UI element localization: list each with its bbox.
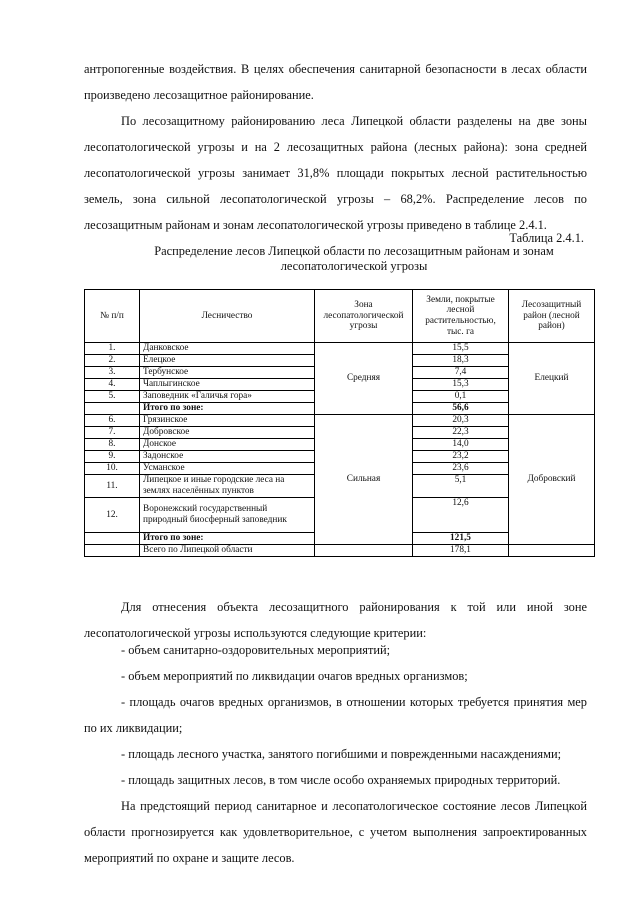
forest-distribution-table (84, 289, 595, 557)
row-num: 10. (85, 463, 140, 475)
criteria-item: - объем мероприятий по ликвидации очагов вредных организмов; (121, 669, 468, 683)
table-grand-total-row (85, 545, 595, 557)
row-forestry: Чаплыгинское (140, 379, 315, 391)
district-2-cell: Добровский (509, 415, 595, 545)
table-title (84, 244, 624, 274)
criteria-item: - площадь очагов вредных организмов, в отношении которых требуется принятия мер по их ликвидации; (84, 695, 587, 735)
row-num: 6. (85, 415, 140, 427)
row-area: 15,3 (413, 379, 509, 391)
forecast-paragraph: На предстоящий период санитарное и лесопатологическое состояние лесов Липецкой области прогнозируется как удовлетворительное, с учетом выполнения запроектированных мероприятий по охране и защите лесов. (84, 799, 587, 865)
row-num: 12. (85, 498, 140, 533)
row-forestry: Воронежский государственный природный биосферный заповедник (140, 498, 315, 533)
row-area: 23,2 (413, 451, 509, 463)
table-number: Таблица 2.4.1. (509, 231, 584, 245)
table-header-row (85, 290, 595, 343)
table-title-line-1: Распределение лесов Липецкой области по лесозащитным районам и зонам (154, 244, 554, 258)
row-area: 15,5 (413, 343, 509, 355)
row-area: 20,3 (413, 415, 509, 427)
row-num-empty (85, 403, 140, 415)
zone-empty (315, 545, 413, 557)
header-district: Лесозащитный район (лесной район) (509, 290, 595, 343)
row-forestry: Липецкое и иные городские леса на землях населённых пунктов (140, 475, 315, 498)
row-area: 7,4 (413, 367, 509, 379)
total-area: 56,6 (413, 403, 509, 415)
row-forestry: Грязинское (140, 415, 315, 427)
row-forestry: Данковское (140, 343, 315, 355)
row-area: 18,3 (413, 355, 509, 367)
header-zone: Зона лесопатологической угрозы (315, 290, 413, 343)
header-area: Земли, покрытые лесной растительностью, тыс. га (413, 290, 509, 343)
row-forestry: Елецкое (140, 355, 315, 367)
row-num: 5. (85, 391, 140, 403)
row-num: 2. (85, 355, 140, 367)
table-row (85, 343, 595, 355)
row-num-empty (85, 545, 140, 557)
row-num: 8. (85, 439, 140, 451)
district-empty (509, 545, 595, 557)
row-num: 4. (85, 379, 140, 391)
table-row (85, 415, 595, 427)
row-forestry: Донское (140, 439, 315, 451)
row-area: 22,3 (413, 427, 509, 439)
row-num: 7. (85, 427, 140, 439)
row-area: 5,1 (413, 475, 509, 498)
district-1-cell: Елецкий (509, 343, 595, 415)
row-forestry: Заповедник «Галичья гора» (140, 391, 315, 403)
table-title-line-2: лесопатологической угрозы (280, 259, 428, 273)
row-forestry: Задонское (140, 451, 315, 463)
row-num: 3. (85, 367, 140, 379)
zone-medium-cell: Средняя (315, 343, 413, 415)
criteria-item: - объем санитарно-оздоровительных мероприятий; (121, 643, 391, 657)
header-num: № п/п (85, 290, 140, 343)
row-num: 11. (85, 475, 140, 498)
row-area: 23,6 (413, 463, 509, 475)
zone-strong-cell: Сильная (315, 415, 413, 545)
row-num: 9. (85, 451, 140, 463)
row-area: 14,0 (413, 439, 509, 451)
criteria-intro-paragraph: Для отнесения объекта лесозащитного районирования к той или иной зоне лесопатологической угрозы используются следующие критерии: (84, 600, 587, 640)
row-num: 1. (85, 343, 140, 355)
intro-paragraph-2: По лесозащитному районированию леса Липецкой области разделены на две зоны лесопатологической угрозы и на 2 лесозащитных района (лесных района): зона средней лесопатологической угрозы занимает 31,8% площади покрытых лесной растительностью земель, зона сильной лесопатологической угрозы – 68,2%. Распределение лесов по лесозащитным районам и зонам лесопатологической угрозы приведено в таблице 2.4.1. (84, 114, 587, 232)
total-label: Итого по зоне: (140, 533, 315, 545)
row-forestry: Добровское (140, 427, 315, 439)
row-num-empty (85, 533, 140, 545)
intro-paragraph-1: антропогенные воздействия. В целях обеспечения санитарной безопасности в лесах области произведено лесозащитное районирование. (84, 62, 587, 102)
criteria-item: - площадь лесного участка, занятого погибшими и поврежденными насаждениями; (121, 747, 562, 761)
header-forestry: Лесничество (140, 290, 315, 343)
row-forestry: Тербунское (140, 367, 315, 379)
criteria-item: - площадь защитных лесов, в том числе особо охраняемых природных территорий. (121, 773, 561, 787)
total-label: Итого по зоне: (140, 403, 315, 415)
row-forestry: Усманское (140, 463, 315, 475)
grand-total-label: Всего по Липецкой области (140, 545, 315, 557)
total-area: 121,5 (413, 533, 509, 545)
row-area: 0,1 (413, 391, 509, 403)
row-area: 12,6 (413, 498, 509, 533)
grand-total-area: 178,1 (413, 545, 509, 557)
